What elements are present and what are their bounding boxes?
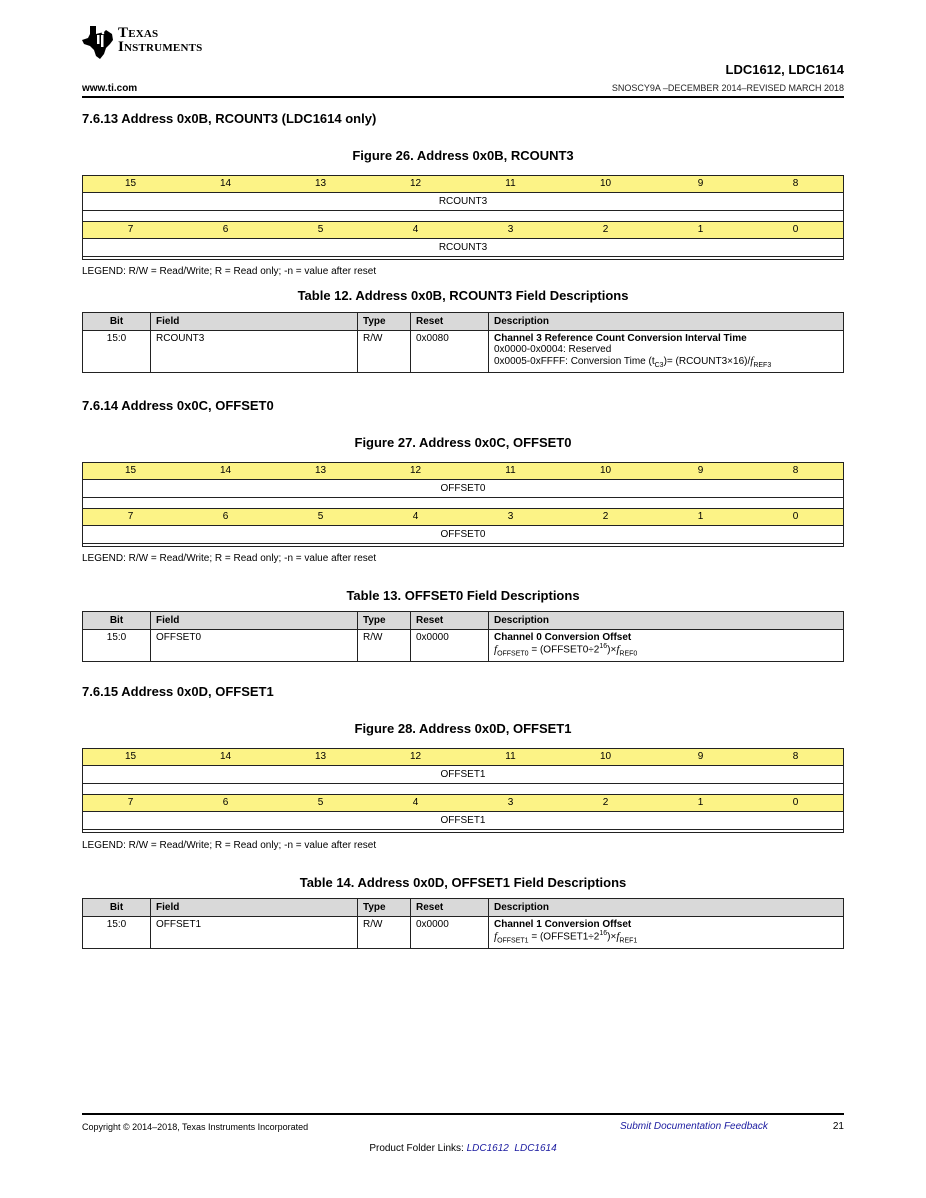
bit-label: 15 bbox=[124, 751, 137, 762]
bit-label: 5 bbox=[317, 511, 324, 522]
formula-subscript: C3 bbox=[654, 362, 664, 369]
table-row bbox=[83, 630, 844, 662]
field-description-table-offset0 bbox=[82, 611, 844, 662]
description-title: Channel 0 Conversion Offset bbox=[494, 632, 632, 643]
register-legend: LEGEND: R/W = Read/Write; R = Read only; -n = value after reset bbox=[82, 553, 377, 564]
bit-label: 13 bbox=[314, 178, 327, 189]
cell-field: OFFSET0 bbox=[151, 630, 358, 662]
cell-field: RCOUNT3 bbox=[151, 331, 358, 373]
section-heading-rcount3: 7.6.13 Address 0x0B, RCOUNT3 (LDC1614 only) bbox=[82, 111, 377, 126]
figure-caption-26: Figure 26. Address 0x0B, RCOUNT3 bbox=[352, 148, 574, 163]
column-header-type: Type bbox=[358, 899, 411, 917]
table-header-row bbox=[83, 612, 844, 630]
bit-label: 0 bbox=[792, 224, 799, 235]
bit-label: 15 bbox=[124, 465, 137, 476]
column-header-description: Description bbox=[489, 313, 844, 331]
bit-label: 14 bbox=[219, 465, 232, 476]
formula-text: = (OFFSET0÷2 bbox=[528, 644, 600, 656]
bit-label: 1 bbox=[697, 797, 704, 808]
ti-logo bbox=[82, 24, 232, 64]
low-bit-row bbox=[83, 509, 843, 526]
figure-caption-27: Figure 27. Address 0x0C, OFFSET0 bbox=[354, 435, 572, 450]
formula-symbol: f bbox=[494, 930, 498, 943]
bit-label: 1 bbox=[697, 511, 704, 522]
bit-label: 1 bbox=[697, 224, 704, 235]
submit-feedback-link[interactable]: Submit Documentation Feedback bbox=[620, 1121, 768, 1132]
product-link-ldc1614[interactable]: LDC1614 bbox=[514, 1143, 557, 1154]
column-header-bit: Bit bbox=[83, 612, 151, 630]
formula-symbol: f bbox=[750, 355, 754, 367]
low-field-name: OFFSET1 bbox=[83, 812, 843, 830]
document-revision: SNOSCY9A –DECEMBER 2014–REVISED MARCH 2018 bbox=[611, 83, 844, 93]
bit-label: 6 bbox=[222, 511, 229, 522]
high-field-name: OFFSET0 bbox=[83, 480, 843, 498]
copyright-notice: Copyright © 2014–2018, Texas Instruments Incorporated bbox=[82, 1122, 309, 1132]
formula-text: )= (RCOUNT3×16)/ bbox=[663, 356, 751, 367]
formula-subscript: REF3 bbox=[753, 362, 772, 369]
bit-label: 14 bbox=[219, 751, 232, 762]
formula-subscript: OFFSET1 bbox=[497, 937, 529, 945]
column-header-type: Type bbox=[358, 612, 411, 630]
section-heading-offset0: 7.6.14 Address 0x0C, OFFSET0 bbox=[82, 398, 274, 413]
bit-label: 4 bbox=[412, 511, 419, 522]
bit-label: 9 bbox=[697, 178, 704, 189]
texas-state-icon bbox=[82, 26, 114, 60]
bit-label: 11 bbox=[505, 178, 516, 189]
bit-label: 9 bbox=[697, 751, 704, 762]
column-header-field: Field bbox=[151, 313, 358, 331]
bit-label: 7 bbox=[127, 224, 134, 235]
bit-label: 12 bbox=[409, 178, 422, 189]
cell-type: R/W bbox=[358, 917, 411, 949]
low-bit-row bbox=[83, 222, 843, 239]
column-header-reset: Reset bbox=[411, 612, 489, 630]
bit-label: 3 bbox=[507, 797, 514, 808]
bit-label: 11 bbox=[505, 751, 516, 762]
bit-label: 12 bbox=[409, 465, 422, 476]
cell-reset: 0x0000 bbox=[411, 917, 489, 949]
cell-type: R/W bbox=[358, 331, 411, 373]
cell-bit: 15:0 bbox=[83, 331, 151, 373]
table-caption-12: Table 12. Address 0x0B, RCOUNT3 Field Descriptions bbox=[297, 288, 629, 303]
field-description-table-offset1 bbox=[82, 898, 844, 949]
description-title: Channel 1 Conversion Offset bbox=[494, 919, 632, 930]
bit-label: 6 bbox=[222, 797, 229, 808]
bit-label: 9 bbox=[697, 465, 704, 476]
bit-label: 2 bbox=[602, 797, 609, 808]
bit-label: 10 bbox=[599, 465, 612, 476]
bit-label: 10 bbox=[599, 751, 612, 762]
low-field-name: RCOUNT3 bbox=[83, 239, 843, 257]
bit-label: 0 bbox=[792, 797, 799, 808]
reset-row bbox=[83, 211, 843, 222]
reset-row bbox=[83, 257, 843, 259]
register-diagram-offset1 bbox=[82, 748, 844, 833]
reset-row bbox=[83, 544, 843, 546]
bit-label: 4 bbox=[412, 797, 419, 808]
bit-label: 8 bbox=[792, 465, 799, 476]
cell-type: R/W bbox=[358, 630, 411, 662]
formula-text: = (OFFSET1÷2 bbox=[528, 931, 600, 943]
bit-label: 10 bbox=[599, 178, 612, 189]
bit-label: 11 bbox=[505, 465, 516, 476]
column-header-bit: Bit bbox=[83, 899, 151, 917]
footer-rule bbox=[82, 1113, 844, 1115]
page-number: 21 bbox=[832, 1121, 844, 1132]
logo-wordmark bbox=[118, 26, 202, 54]
column-header-field: Field bbox=[151, 612, 358, 630]
register-diagram-rcount3 bbox=[82, 175, 844, 260]
bit-label: 7 bbox=[127, 797, 134, 808]
section-heading-offset1: 7.6.15 Address 0x0D, OFFSET1 bbox=[82, 684, 274, 699]
bit-label: 12 bbox=[409, 751, 422, 762]
product-folder-links bbox=[0, 1143, 926, 1154]
description-line: 0x0000-0x0004: Reserved bbox=[494, 344, 612, 355]
description-formula bbox=[494, 930, 838, 944]
formula-symbol: f bbox=[616, 930, 620, 943]
register-legend: LEGEND: R/W = Read/Write; R = Read only; -n = value after reset bbox=[82, 266, 377, 277]
high-field-name: OFFSET1 bbox=[83, 766, 843, 784]
formula-symbol: f bbox=[616, 643, 620, 656]
high-bit-row bbox=[83, 176, 843, 193]
description-formula bbox=[494, 355, 838, 369]
column-header-reset: Reset bbox=[411, 313, 489, 331]
table-caption-14: Table 14. Address 0x0D, OFFSET1 Field Descriptions bbox=[299, 875, 627, 890]
register-legend: LEGEND: R/W = Read/Write; R = Read only; -n = value after reset bbox=[82, 840, 377, 851]
formula-symbol: f bbox=[494, 643, 498, 656]
description-formula bbox=[494, 643, 838, 657]
formula-subscript: REF0 bbox=[619, 650, 638, 658]
table-header-row bbox=[83, 313, 844, 331]
header-rule bbox=[82, 96, 844, 98]
bit-label: 7 bbox=[127, 511, 134, 522]
description-title: Channel 3 Reference Count Conversion Interval Time bbox=[494, 333, 747, 344]
bit-label: 13 bbox=[314, 465, 327, 476]
register-diagram-offset0 bbox=[82, 462, 844, 547]
cell-description bbox=[489, 630, 844, 662]
reset-row bbox=[83, 830, 843, 832]
cell-description bbox=[489, 917, 844, 949]
column-header-description: Description bbox=[489, 612, 844, 630]
formula-text: 0x0005-0xFFFF: Conversion Time (t bbox=[494, 356, 655, 367]
cell-bit: 15:0 bbox=[83, 630, 151, 662]
high-bit-row bbox=[83, 749, 843, 766]
table-row bbox=[83, 917, 844, 949]
formula-text: )× bbox=[607, 931, 617, 943]
bit-label: 5 bbox=[317, 224, 324, 235]
table-header-row bbox=[83, 899, 844, 917]
high-field-name: RCOUNT3 bbox=[83, 193, 843, 211]
low-field-name: OFFSET0 bbox=[83, 526, 843, 544]
high-bit-row bbox=[83, 463, 843, 480]
formula-subscript: OFFSET0 bbox=[497, 650, 529, 658]
cell-description bbox=[489, 331, 844, 373]
formula-text: )× bbox=[607, 644, 617, 656]
bit-label: 3 bbox=[507, 224, 514, 235]
cell-reset: 0x0080 bbox=[411, 331, 489, 373]
bit-label: 3 bbox=[507, 511, 514, 522]
column-header-type: Type bbox=[358, 313, 411, 331]
figure-caption-28: Figure 28. Address 0x0D, OFFSET1 bbox=[354, 721, 572, 736]
bit-label: 14 bbox=[219, 178, 232, 189]
low-bit-row bbox=[83, 795, 843, 812]
column-header-reset: Reset bbox=[411, 899, 489, 917]
bit-label: 6 bbox=[222, 224, 229, 235]
website-link[interactable]: www.ti.com bbox=[82, 83, 138, 94]
column-header-bit: Bit bbox=[83, 313, 151, 331]
bit-label: 13 bbox=[314, 751, 327, 762]
table-caption-13: Table 13. OFFSET0 Field Descriptions bbox=[346, 588, 580, 603]
logo-line-instruments: Instruments bbox=[118, 39, 203, 55]
cell-bit: 15:0 bbox=[83, 917, 151, 949]
product-link-ldc1612[interactable]: LDC1612 bbox=[466, 1143, 509, 1154]
bit-label: 8 bbox=[792, 178, 799, 189]
field-description-table-rcount3 bbox=[82, 312, 844, 373]
bit-label: 15 bbox=[124, 178, 137, 189]
bit-label: 4 bbox=[412, 224, 419, 235]
bit-label: 2 bbox=[602, 224, 609, 235]
table-row bbox=[83, 331, 844, 373]
logo-line-texas: Texas bbox=[118, 25, 159, 41]
formula-superscript: 16 bbox=[599, 643, 608, 650]
bit-label: 8 bbox=[792, 751, 799, 762]
document-title: LDC1612, LDC1614 bbox=[725, 62, 844, 77]
bit-label: 0 bbox=[792, 511, 799, 522]
cell-field: OFFSET1 bbox=[151, 917, 358, 949]
bit-label: 2 bbox=[602, 511, 609, 522]
formula-superscript: 16 bbox=[599, 930, 608, 937]
product-folder-label: Product Folder Links: bbox=[369, 1143, 467, 1154]
formula-subscript: REF1 bbox=[619, 937, 638, 945]
bit-label: 5 bbox=[317, 797, 324, 808]
reset-row bbox=[83, 784, 843, 795]
column-header-field: Field bbox=[151, 899, 358, 917]
reset-row bbox=[83, 498, 843, 509]
column-header-description: Description bbox=[489, 899, 844, 917]
cell-reset: 0x0000 bbox=[411, 630, 489, 662]
